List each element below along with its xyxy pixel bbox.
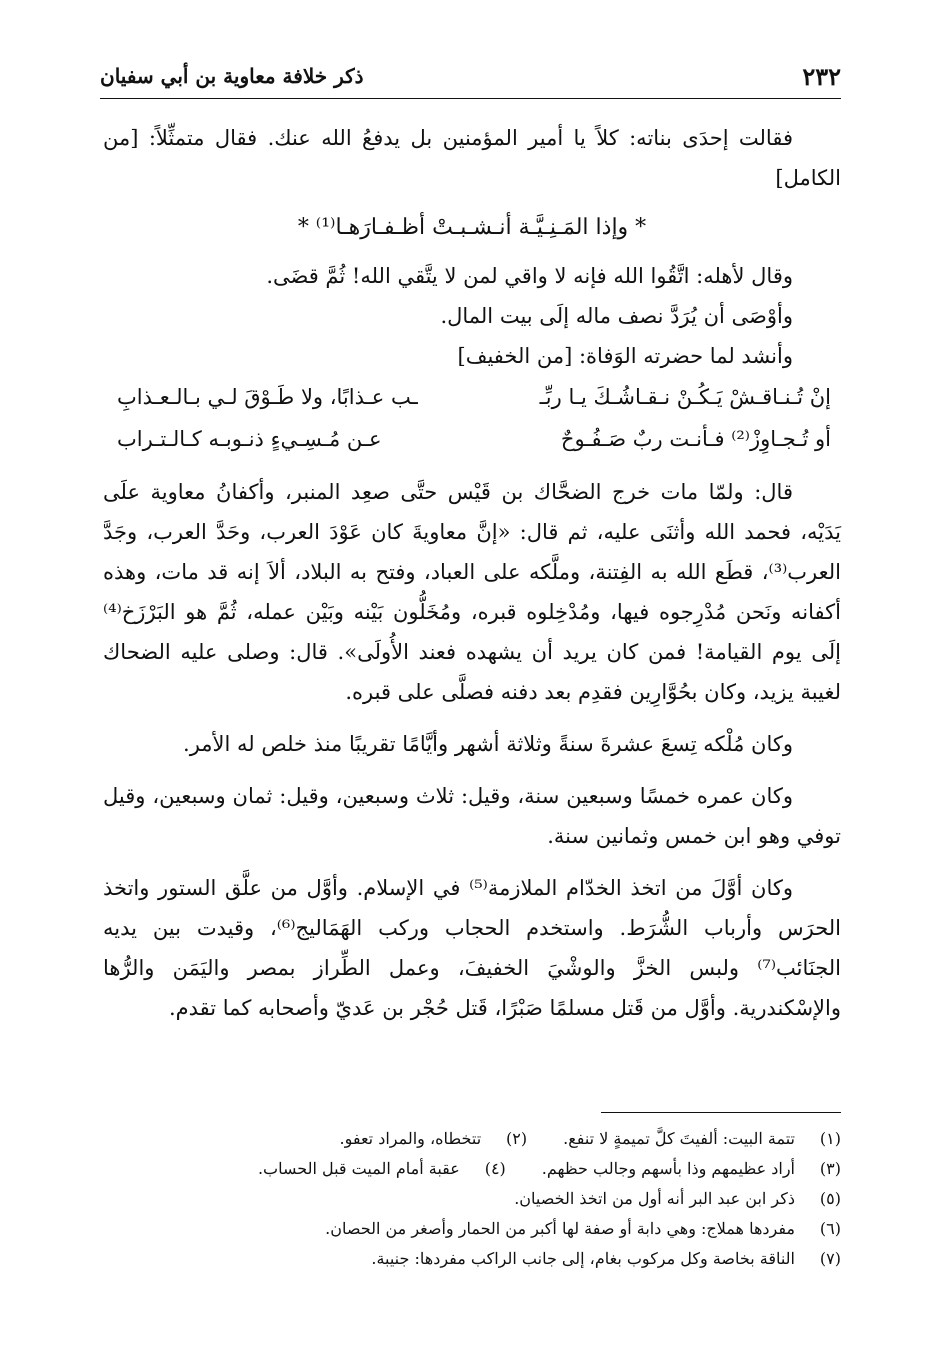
paragraph-recited-verse-intro: وأنشد لما حضرته الوَفاة: [من الخفيف] <box>457 344 793 368</box>
paragraph-firsts: وكان أوَّلَ من اتخذ الخدّام الملازمة⁽⁵⁾ في الإسلام. وأوَّل من علَّق الستور واتخذ الحرَس وأرباب الشُّرَط. واستخدم الحجاب وركب الهَمَاليج⁽⁶⁾، وقيدت بين يديه الجنَائب⁽⁷⁾ ولبس الخزَّ والوشْيَ الخفيفَ، وعمل الطِّراز بمصر واليَمَن والرُّها والإسْكندرية. وأوَّل من قَتل مسلمًا صَبْرًا، قَتل حُجْر بن عَديّ وأصحابه كما تقدم. <box>103 876 841 1020</box>
footnote-text: الناقة بخاصة وكل مركوب بغام، إلى جانب الراكب مفردها: جنيبة. <box>371 1249 795 1268</box>
verse-line-1 <box>103 376 841 418</box>
poem-hemistich: * وإذا المَـنِـيَّـة أنـشـبـتْ أظـفـارَهـا⁽¹⁾ * <box>297 215 647 240</box>
footnote-1 <box>563 1124 841 1154</box>
running-title: ذكر خلافة معاوية بن أبي سفيان <box>100 64 364 88</box>
main-text <box>103 118 841 1028</box>
footnotes <box>100 1124 841 1274</box>
paragraph-will: وأوْصَى أن يُرَدَّ نصف ماله إلَى بيت المال. <box>440 304 793 328</box>
footnote-number: (٢) <box>506 1129 528 1148</box>
footnote-number: (١) <box>819 1129 841 1148</box>
footnote-3 <box>542 1154 841 1184</box>
footnote-row <box>100 1214 841 1244</box>
footnote-2 <box>340 1124 528 1154</box>
footnote-text: تتخطاه، والمراد تعفو. <box>339 1129 482 1148</box>
paragraph-daughter-reply: فقالت إحدَى بناته: كلاً يا أمير المؤمنين بل يدفعُ الله عنك. فقال متمثِّلاً: [من الكامل] <box>103 126 841 190</box>
footnote-row <box>100 1154 841 1184</box>
footnote-text: تتمة البيت: ألفيتَ كلَّ تميمةٍ لا تنفع. <box>563 1129 795 1148</box>
verse-2-first-half: أو تُـجـاوِزْ⁽²⁾ فـأنـت ربٌ صَـفُـوحٌ <box>560 427 831 451</box>
footnote-text: عقبة أمام الميت قبل الحساب. <box>257 1159 460 1178</box>
footnote-6 <box>325 1214 841 1244</box>
footnote-row <box>100 1184 841 1214</box>
footnote-4 <box>258 1154 506 1184</box>
paragraph-death-sermon: قال: ولمّا مات خرج الضحَّاك بن قَيْس حتَّى صعِد المنبر، وأكفانُ معاوية علَى يَدَيْه، فحمد الله وأثنَى عليه، ثم قال: «إنَّ معاويةَ كان عَوْدَ العرب، وحَدَّ العرب، وجَدَّ العرب⁽³⁾، قطَع الله به الفِتنة، وملَّكه على العباد، وفتح به البلاد، ألاَ إنه قد مات، وهذه أكفانه ونَحن مُدْرِجوه فيها، ومُدْخِلوه قبره، ومُخَلُّون بَيْنه وبَيْن عمله، ثُمَّ هو البَرْزَخ⁽⁴⁾ إلَى يوم القيامة! فمن كان يريد أن يشهده فعند الأُولَى». قال: وصلى عليه الضحاك لغيبة يزيد، وكان بحُوَّارِين فقدِم بعد دفنه فصلَّى على قبره. <box>103 480 841 704</box>
footnote-text: مفردها هملاج: وهي دابة أو صفة لها أكبر من الحمار وأصغر من الحصان. <box>325 1219 795 1238</box>
verse-line-2 <box>103 418 841 460</box>
footnote-5 <box>514 1184 841 1214</box>
footnote-row <box>100 1244 841 1274</box>
footnote-number: (٤) <box>484 1159 506 1178</box>
page-header <box>100 62 841 99</box>
page-number: ٢٣٢ <box>802 62 841 91</box>
verse-2-second-half: عـن مُـسِـيءٍ ذنـوبـه كـالـتـراب <box>117 427 382 451</box>
footnote-number: (٦) <box>819 1219 841 1238</box>
footnote-row <box>100 1124 841 1154</box>
footnote-number: (٣) <box>819 1159 841 1178</box>
paragraph-advice-family: وقال لأهله: اتَّقُوا الله فإنه لا واقي لمن لا يتَّقي الله! ثُمَّ قضَى. <box>266 264 793 288</box>
footnote-text: ذكر ابن عبد البر أنه أول من اتخذ الخصيان. <box>514 1189 795 1208</box>
verse-1-second-half: ـب عـذابًا، ولا طَـوْقَ لـي بـالـعـذابِ <box>117 385 418 409</box>
footnote-7 <box>371 1244 841 1274</box>
verse-1-first-half: إنْ تُـنـاقـشْ يَـكُـنْ نـقـاشُـكَ يـا ربِّـ <box>539 385 831 409</box>
paragraph-reign-length: وكان مُلْكه تِسعَ عشرةَ سنةً وثلاثة أشهر وأيَّامًا تقريبًا منذ خلص له الأمر. <box>183 732 793 756</box>
footnote-divider <box>601 1112 841 1113</box>
footnote-number: (٧) <box>819 1249 841 1268</box>
footnote-number: (٥) <box>819 1189 841 1208</box>
paragraph-age: وكان عمره خمسًا وسبعين سنة، وقيل: ثلاث وسبعين، وقيل: ثمان وسبعين، وقيل توفي وهو ابن خمس وثمانين سنة. <box>103 784 841 848</box>
footnote-text: أراد عظيمهم وذا بأسهم وجالب حظهم. <box>541 1159 795 1178</box>
